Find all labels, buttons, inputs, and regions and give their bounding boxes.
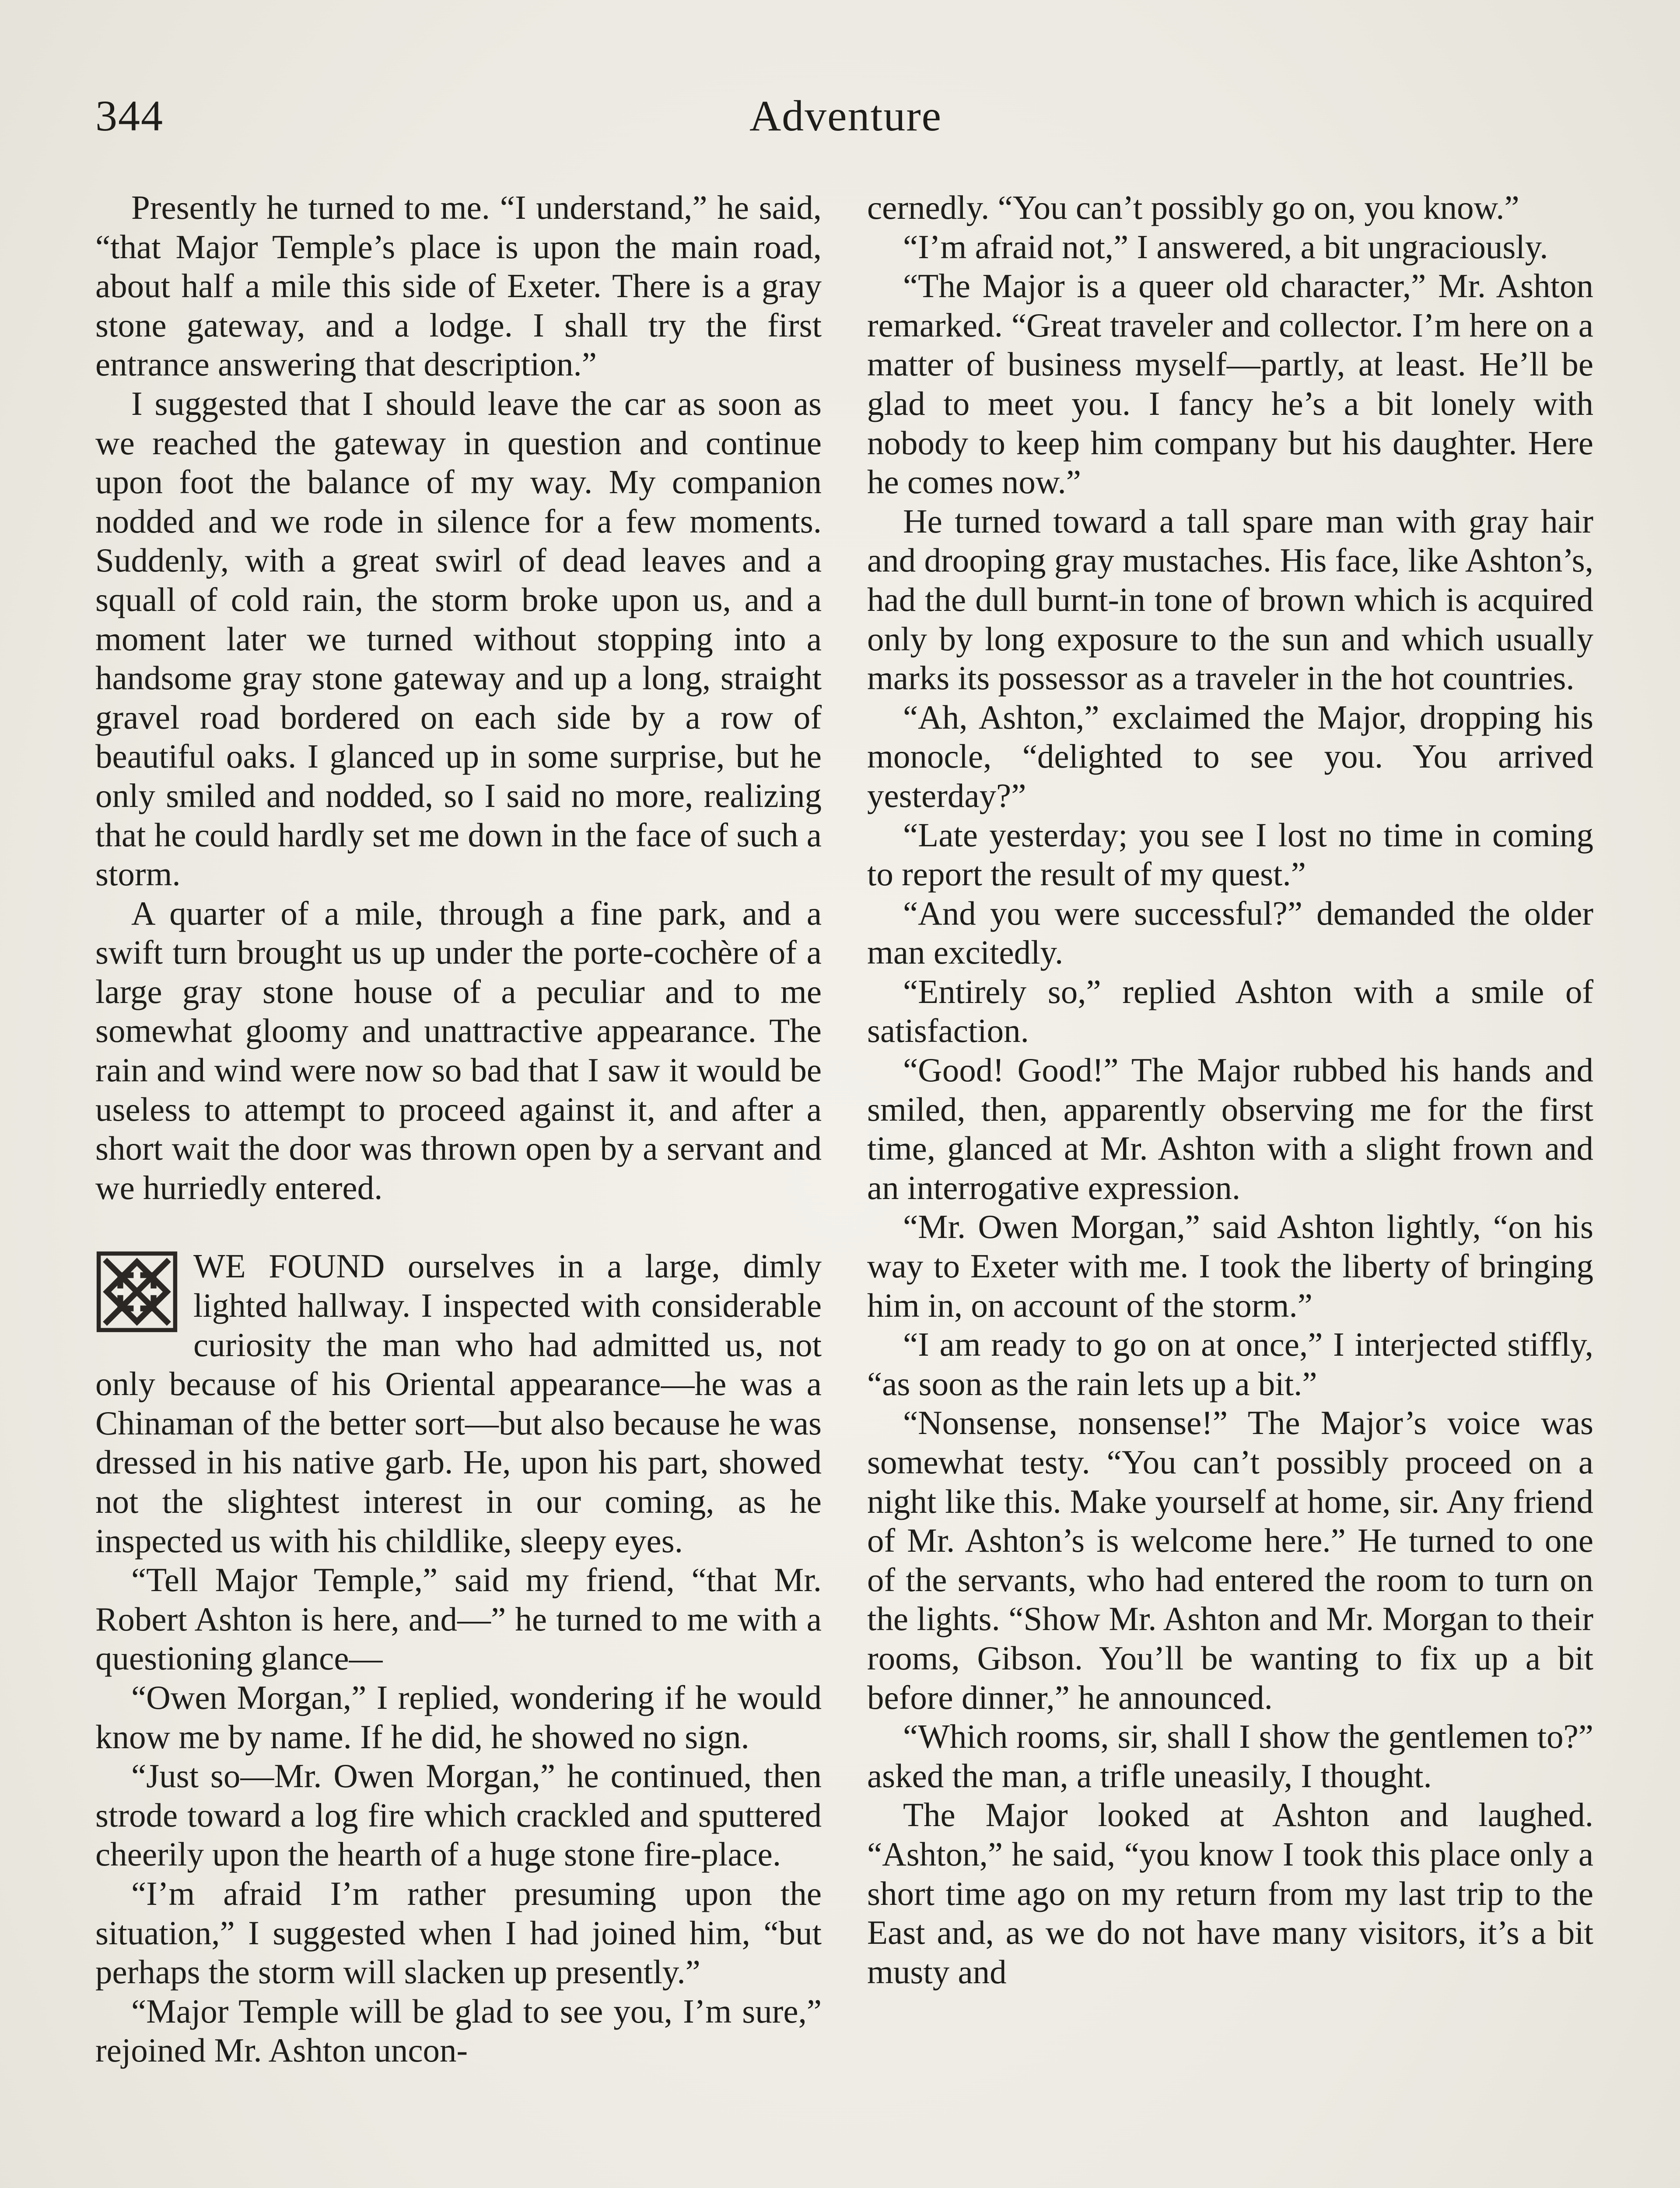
paragraph: I suggested that I should leave the car as soon as we reached the gateway in question and continue upon foot the balance of my way. My companion nodded and we rode in silence for a few moments. Suddenly, with a great swirl of dead leaves and a squall of cold rain, the storm broke upon us, and a moment later we turned without stopping into a handsome gray stone gateway and up a long, straight gravel road bordered on each side by a row of beautiful oaks. I glanced up in some surprise, but he only smiled and nodded, so I said no more, realizing that he could hardly set me down in the face of such a storm. [95,384,822,893]
paragraph: “Major Temple will be glad to see you, I’m sure,” rejoined Mr. Ashton uncon- [95,1992,822,2069]
running-title: Adventure [749,91,942,140]
section-break [95,1207,822,1247]
paragraph: “Mr. Owen Morgan,” said Ashton lightly, “on his way to Exeter with me. I took the liberty of bringing him in, on account of the storm.” [867,1208,1593,1324]
paragraph: “Owen Morgan,” I replied, wondering if he would know me by name. If he did, he showed no sign. [95,1678,822,1756]
left-column [95,188,822,2070]
paragraph: “I’m afraid not,” I answered, a bit ungraciously. [903,228,1548,266]
paragraph: “Good! Good!” The Major rubbed his hands and smiled, then, apparently observing me for the first time, glanced at Mr. Ashton with a slight frown and an interrogative expression. [867,1051,1593,1206]
page-number: 344 [95,91,164,140]
paragraph: Presently he turned to me. “I understand,” he said, “that Major Temple’s place is upon the main road, about half a mile this side of Exeter. There is a gray stone gateway, and a lodge. I shall try the first entrance answering that description.” [95,189,822,383]
paragraph: “Tell Major Temple,” said my friend, “that Mr. Robert Ashton is here, and—” he turned to me with a questioning glance— [95,1561,822,1677]
paragraph: “Which rooms, sir, shall I show the gentlemen to?” asked the man, a trifle uneasily, I thought. [867,1718,1593,1795]
paragraph: “And you were successful?” demanded the older man excitedly. [867,894,1593,971]
paragraph: “Nonsense, nonsense!” The Major’s voice was somewhat testy. “You can’t possibly proceed on a night like this. Make yourself at home, sir. Any friend of Mr. Ashton’s is welcome here.” He turned to one of the servants, who had entered the room to turn on the lights. “Show Mr. Ashton and Mr. Morgan to their rooms, Gibson. You’ll be wanting to fix up a bit before dinner,” he announced. [867,1404,1593,1716]
paragraph: “Late yesterday; you see I lost no time in coming to report the result of my quest.” [867,816,1593,893]
paragraph: A quarter of a mile, through a fine park, and a swift turn brought us up under the porte-cochère of a large gray stone house of a peculiar and to me somewhat gloomy and unattractive appearance. The rain and wind were now so bad that I saw it would be useless to attempt to proceed against it, and after a short wait the door was thrown open by a servant and we hurriedly entered. [95,894,822,1206]
knot-ornament-icon [95,1250,178,1333]
paragraph: The Major looked at Ashton and laughed. “Ashton,” he said, “you know I took this place only a short time ago on my return from my last trip to the East and, as we do not have many visitors, it’s a bit musty and [867,1796,1593,1991]
paragraph: “Entirely so,” replied Ashton with a smile of satisfaction. [867,972,1593,1050]
drop-cap-paragraph [95,1247,822,1560]
right-column [867,188,1593,1992]
paragraph: “I am ready to go on at once,” I interjected stiffly, “as soon as the rain lets up a bit.” [867,1325,1593,1403]
paragraph: “Just so—Mr. Owen Morgan,” he continued, then strode toward a log fire which crackled and sputtered cheerily upon the hearth of a huge stone fire-place. [95,1757,822,1873]
paragraph: “I’m afraid I’m rather presuming upon the situation,” I suggested when I had joined him, “but perhaps the storm will slacken up presently.” [95,1874,822,1991]
knot-ornament-svg [95,1250,178,1333]
paragraph: “Ah, Ashton,” exclaimed the Major, dropping his monocle, “delighted to see you. You arrived yesterday?” [867,698,1593,814]
paragraph: He turned toward a tall spare man with gray hair and drooping gray mustaches. His face, like Ashton’s, had the dull burnt-in tone of brown which is acquired only by long exposure to the sun and which usually marks its possessor as a traveler in the hot countries. [867,502,1593,697]
paragraph: “The Major is a queer old character,” Mr. Ashton remarked. “Great traveler and collector. I’m here on a matter of business myself—partly, at least. He’ll be glad to meet you. I fancy he’s a bit lonely with nobody to keep him company but his daughter. Here he comes now.” [867,267,1593,501]
continued-paragraph: cernedly. “You can’t possibly go on, you know.” [867,189,1519,226]
page-header [95,90,1596,147]
drop-cap-text: WE FOUND ourselves in a large, dimly lighted hallway. I inspected with considerable curiosity the man who had admitted us, not only because of his Oriental appearance—he was a Chinaman of the better sort—but also because he was dressed in his native garb. He, upon his part, showed not the slightest interest in our coming, as he inspected us with his childlike, sleepy eyes. [95,1247,822,1560]
